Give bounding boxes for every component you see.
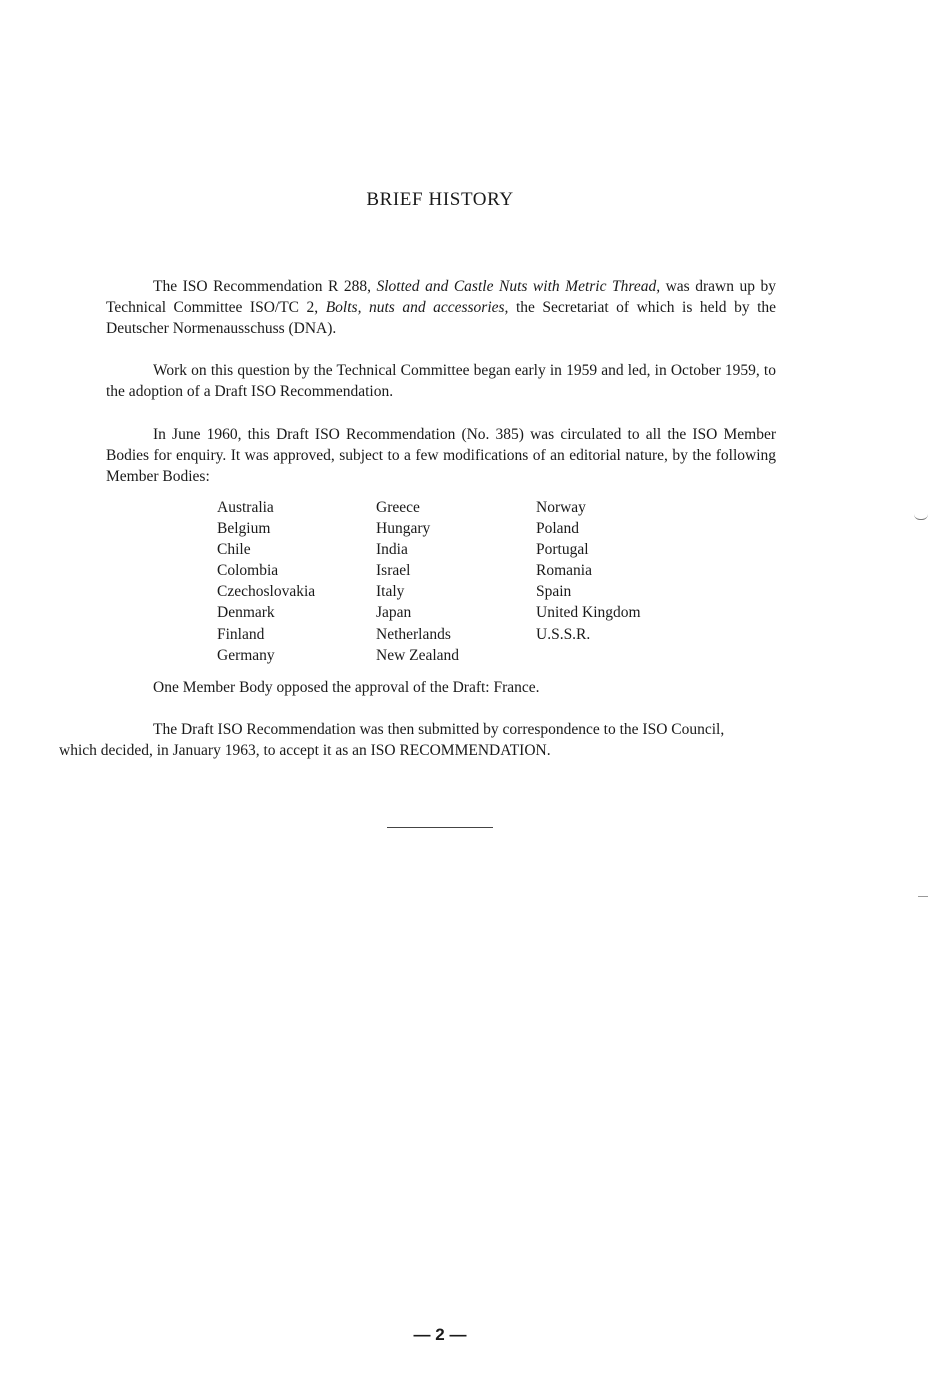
member-body: Israel — [376, 562, 411, 580]
member-body: Denmark — [217, 604, 275, 622]
member-body: Greece — [376, 499, 420, 516]
member-body: New Zealand — [376, 646, 460, 664]
scan-artifact — [918, 896, 928, 897]
paragraph-origin — [106, 276, 776, 339]
member-body: Hungary — [376, 520, 431, 538]
paragraph-committee-work: Work on this question by the Technical Committee began early in 1959 and led, in October 1959, to the adoption of a Draft ISO Recommendation. — [106, 362, 776, 400]
member-body: Japan — [376, 604, 412, 622]
page-title: BRIEF HISTORY — [366, 189, 514, 210]
member-column-1 — [217, 497, 377, 666]
member-body: Portugal — [536, 541, 589, 559]
member-column-2 — [376, 497, 536, 666]
page-number: — 2 — — [413, 1325, 467, 1344]
member-body: Chile — [217, 541, 251, 559]
paragraph-origin-text-3: the Secretariat of which is held by the Deutscher Normenausschuss (DNA). — [106, 299, 777, 337]
member-body: Poland — [536, 520, 580, 538]
member-body: Netherlands — [376, 625, 451, 643]
member-body: Spain — [536, 583, 572, 601]
member-body: Romania — [536, 562, 592, 580]
paragraph-origin-text-2: was drawn up by Technical Committee ISO/TC 2, — [106, 278, 777, 316]
member-body: Belgium — [217, 520, 271, 538]
committee-name: Bolts, nuts and accessories, — [325, 299, 509, 316]
member-body: Germany — [217, 646, 275, 664]
recommendation-title: Slotted and Castle Nuts with Metric Thread, — [376, 278, 661, 295]
member-body: Italy — [376, 583, 405, 601]
member-body: Finland — [217, 625, 265, 643]
paragraph-enquiry: In June 1960, this Draft ISO Recommendation (No. 385) was circulated to all the ISO Member Bodies for enquiry. It was approved, subject to a few modifications of an editorial nature, by the following Member Bodies: — [106, 426, 776, 485]
paragraph-origin-text-1: The ISO Recommendation R 288, — [153, 278, 371, 295]
paragraph-council-decision — [59, 719, 776, 761]
member-body: Colombia — [217, 562, 279, 580]
council-decision-line-1: The Draft ISO Recommendation was then submitted by correspondence to the ISO Council, — [153, 721, 725, 738]
member-body: Norway — [536, 499, 586, 516]
scan-artifact — [914, 514, 928, 520]
council-decision-line-2: which decided, in January 1963, to accept it as an ISO RECOMMENDATION. — [59, 742, 551, 759]
member-column-3 — [536, 497, 696, 645]
member-body: Australia — [217, 499, 274, 516]
member-body: Czechoslovakia — [217, 583, 316, 601]
member-body: U.S.S.R. — [536, 625, 591, 643]
opposition-statement: One Member Body opposed the approval of the Draft: France. — [153, 679, 540, 696]
member-body: United Kingdom — [536, 604, 641, 622]
section-divider — [387, 827, 493, 828]
member-body: India — [376, 541, 408, 559]
